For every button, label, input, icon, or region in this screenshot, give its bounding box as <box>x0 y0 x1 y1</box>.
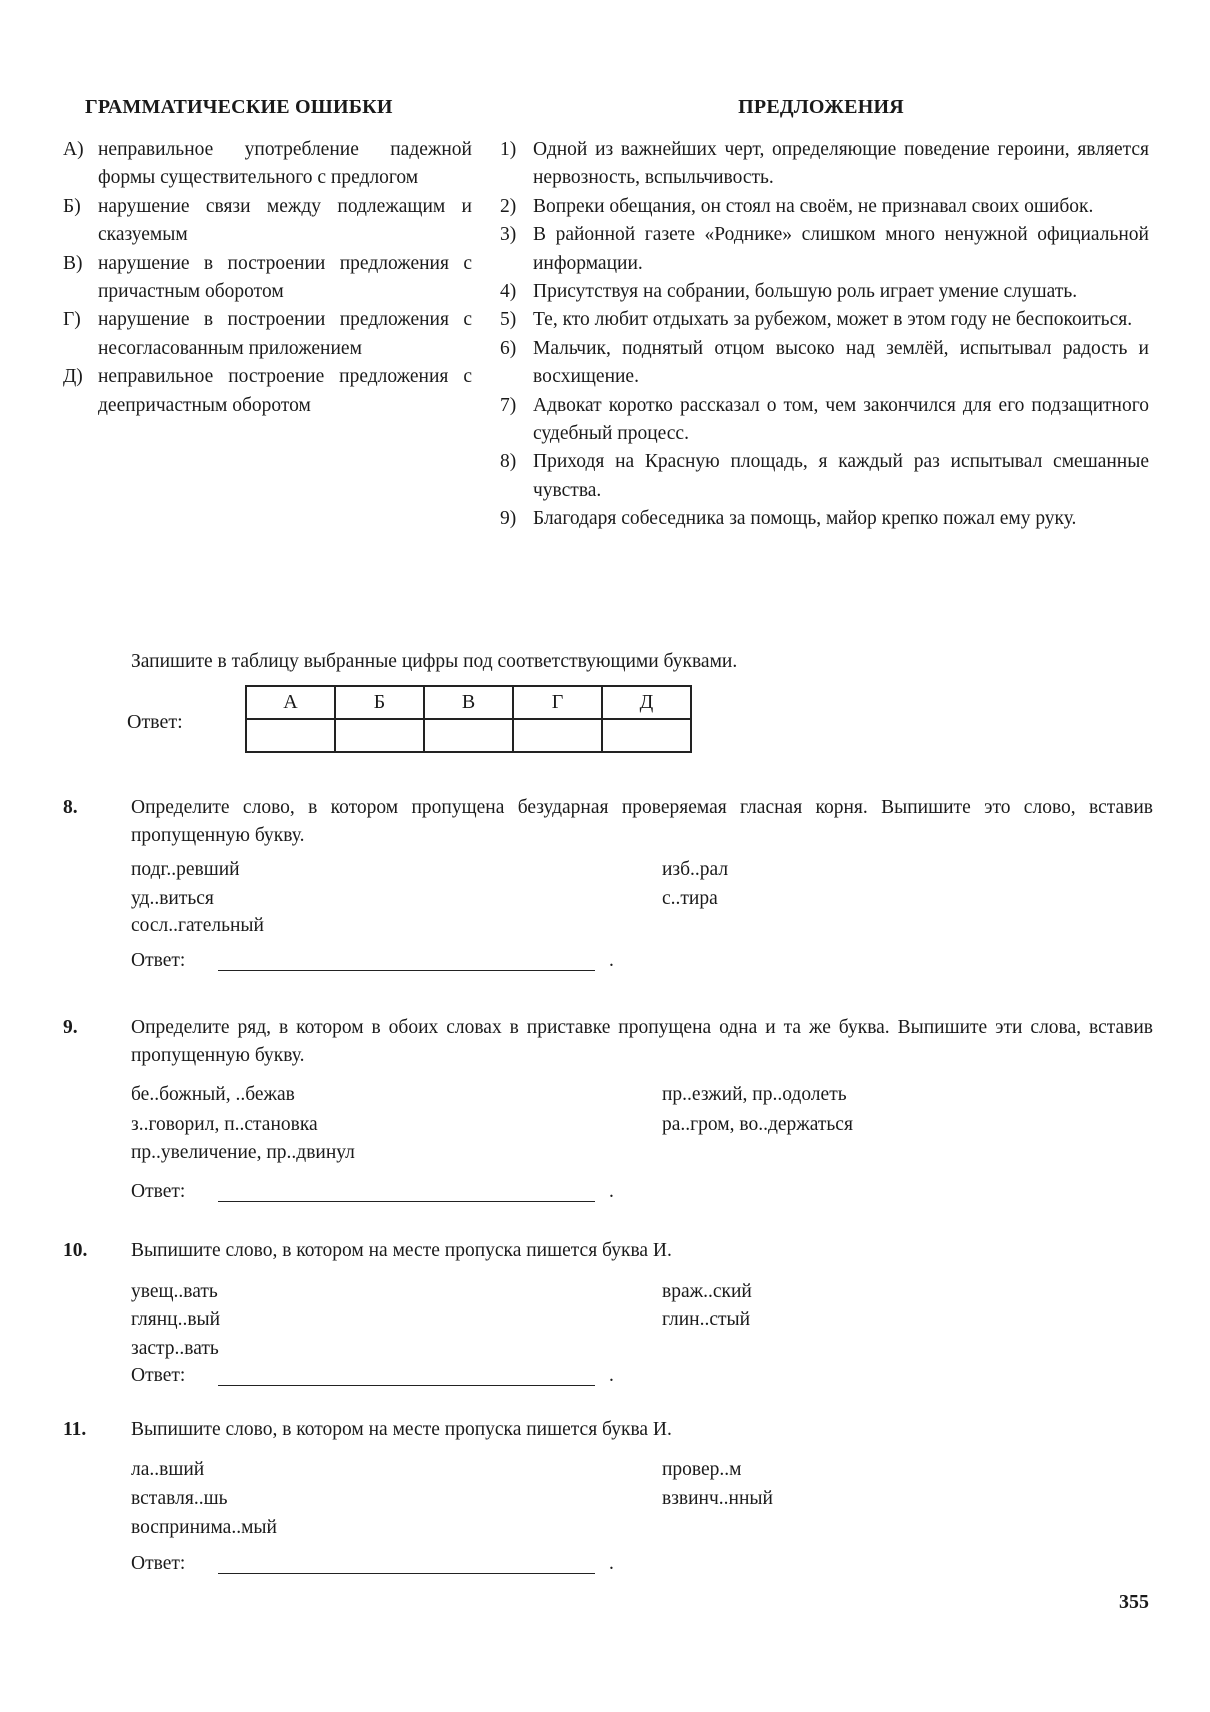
word-option: с..тира <box>662 888 718 909</box>
answer-cell-d[interactable] <box>602 719 691 752</box>
matching-columns <box>63 136 1149 534</box>
word-option: пр..увеличение, пр..двинул <box>131 1142 355 1163</box>
word-option: увещ..вать <box>131 1281 218 1302</box>
answer-label: Ответ: <box>127 711 183 733</box>
sentence-item <box>500 221 1149 278</box>
word-option: уд..виться <box>131 888 214 909</box>
answer-table <box>245 685 692 753</box>
answer-dot: . <box>609 1365 614 1386</box>
sentence-label: 4) <box>500 281 517 303</box>
word-option: провер..м <box>662 1459 742 1480</box>
sentence-label: 6) <box>500 337 517 359</box>
table-header-g: Г <box>513 686 602 719</box>
answer-label: Ответ: <box>131 950 186 971</box>
answer-field-9[interactable] <box>131 1181 614 1203</box>
errors-heading: ГРАММАТИЧЕСКИЕ ОШИБКИ <box>85 96 393 118</box>
sentence-item <box>500 505 1149 533</box>
error-label: В) <box>63 252 83 274</box>
word-option: з..говорил, п..становка <box>131 1114 318 1135</box>
answer-line[interactable] <box>218 1385 595 1386</box>
error-item <box>63 193 472 250</box>
answer-line[interactable] <box>218 1573 595 1574</box>
word-option: взвинч..нный <box>662 1488 773 1509</box>
question-number: 10. <box>63 1240 88 1261</box>
sentence-item <box>500 392 1149 449</box>
question-text: Определите слово, в котором пропущена безударная проверяемая гласная корня. Выпишите это слово, вставив пропущенную букву. <box>131 797 1153 847</box>
word-option: изб..рал <box>662 859 729 880</box>
table-header-a: А <box>246 686 335 719</box>
question-text: Определите ряд, в котором в обоих словах в приставке пропущена одна и та же буква. Выпишите эти слова, вставив пропущенную букву. <box>131 1017 1153 1067</box>
sentence-text: Приходя на Красную площадь, я каждый раз испытывал смешанные чувства. <box>533 451 1149 501</box>
sentence-item <box>500 278 1149 306</box>
answer-label: Ответ: <box>131 1553 186 1574</box>
sentence-label: 8) <box>500 451 517 473</box>
answer-field-11[interactable] <box>131 1553 614 1575</box>
page-number: 355 <box>1119 1591 1149 1613</box>
error-label: А) <box>63 139 84 160</box>
error-text: нарушение связи между подлежащим и сказуемым <box>98 195 472 246</box>
error-label: Б) <box>63 195 81 217</box>
sentence-label: 7) <box>500 394 517 416</box>
sentence-item <box>500 448 1149 505</box>
word-option: застр..вать <box>131 1338 219 1359</box>
word-option: воспринима..мый <box>131 1517 277 1538</box>
word-option: вставля..шь <box>131 1488 228 1509</box>
answer-line[interactable] <box>218 970 595 971</box>
error-item <box>63 363 472 420</box>
word-option: сосл..гательный <box>131 915 264 936</box>
question-11 <box>63 1416 1153 1444</box>
sentence-label: 9) <box>500 508 517 530</box>
error-item <box>63 136 472 193</box>
table-header-d: Д <box>602 686 691 719</box>
sentence-item <box>500 335 1149 392</box>
answer-cell-g[interactable] <box>513 719 602 752</box>
answer-dot: . <box>609 1553 614 1574</box>
error-label: Г) <box>63 309 81 331</box>
question-text: Выпишите слово, в котором на месте пропуска пишется буква И. <box>131 1240 672 1261</box>
error-text: неправильное построение предложения с деепричастным оборотом <box>98 366 472 416</box>
sentence-label: 5) <box>500 309 517 331</box>
error-item <box>63 306 472 363</box>
answer-field-10[interactable] <box>131 1365 614 1387</box>
error-text: нарушение в построении предложения с причастным оборотом <box>98 252 472 303</box>
table-header-b: Б <box>335 686 424 719</box>
error-text: неправильное употребление падежной формы существительного с предлогом <box>98 139 472 189</box>
question-9 <box>63 1014 1153 1071</box>
answer-cell-v[interactable] <box>424 719 513 752</box>
word-option: подг..ревший <box>131 859 240 880</box>
sentence-label: 1) <box>500 139 517 160</box>
sentence-label: 3) <box>500 224 517 246</box>
word-option: враж..ский <box>662 1281 752 1302</box>
answer-line[interactable] <box>218 1201 595 1202</box>
sentence-item <box>500 306 1149 334</box>
error-item <box>63 250 472 307</box>
sentences-heading: ПРЕДЛОЖЕНИЯ <box>738 96 904 118</box>
answer-label: Ответ: <box>131 1365 186 1386</box>
error-text: нарушение в построении предложения с несогласованным приложением <box>98 309 472 359</box>
sentences-column <box>500 136 1149 534</box>
word-option: пр..езжий, пр..одолеть <box>662 1084 847 1105</box>
sentence-text: Одной из важнейших черт, определяющие поведение героини, является нервозность, вспыльчивость. <box>533 139 1149 189</box>
table-header-v: В <box>424 686 513 719</box>
sentence-text: Благодаря собеседника за помощь, майор крепко пожал ему руку. <box>533 508 1077 530</box>
sentence-text: Адвокат коротко рассказал о том, чем закончился для его подзащитного судебный процесс. <box>533 394 1149 445</box>
word-option: бе..божный, ..бежав <box>131 1084 295 1105</box>
question-8 <box>63 794 1153 851</box>
answer-cell-b[interactable] <box>335 719 424 752</box>
sentence-text: Вопреки обещания, он стоял на своём, не признавал своих ошибок. <box>533 195 1094 217</box>
word-option: глин..стый <box>662 1309 751 1330</box>
answer-cell-a[interactable] <box>246 719 335 752</box>
answer-dot: . <box>609 1181 614 1202</box>
error-label: Д) <box>63 366 83 388</box>
question-text: Выпишите слово, в котором на месте пропуска пишется буква И. <box>131 1419 672 1440</box>
sentence-item <box>500 193 1149 221</box>
answer-dot: . <box>609 950 614 971</box>
errors-column <box>63 136 472 420</box>
sentence-text: В районной газете «Роднике» слишком много ненужной официальной информации. <box>533 224 1149 274</box>
answer-label: Ответ: <box>131 1181 186 1202</box>
question-number: 11. <box>63 1419 87 1440</box>
question-number: 9. <box>63 1017 78 1038</box>
sentence-text: Мальчик, поднятый отцом высоко над землёй, испытывал радость и восхищение. <box>533 337 1149 388</box>
word-option: глянц..вый <box>131 1309 221 1330</box>
sentence-text: Те, кто любит отдыхать за рубежом, может в этом году не беспокоиться. <box>533 309 1133 331</box>
word-option: ла..вший <box>131 1459 205 1480</box>
question-10 <box>63 1237 1153 1265</box>
sentence-label: 2) <box>500 195 517 217</box>
answer-field-8[interactable] <box>131 950 614 972</box>
sentence-item <box>500 136 1149 193</box>
table-instruction: Запишите в таблицу выбранные цифры под соответствующими буквами. <box>131 651 738 672</box>
sentence-text: Присутствуя на собрании, большую роль играет умение слушать. <box>533 281 1078 303</box>
word-option: ра..гром, во..держаться <box>662 1114 853 1135</box>
question-number: 8. <box>63 797 78 818</box>
